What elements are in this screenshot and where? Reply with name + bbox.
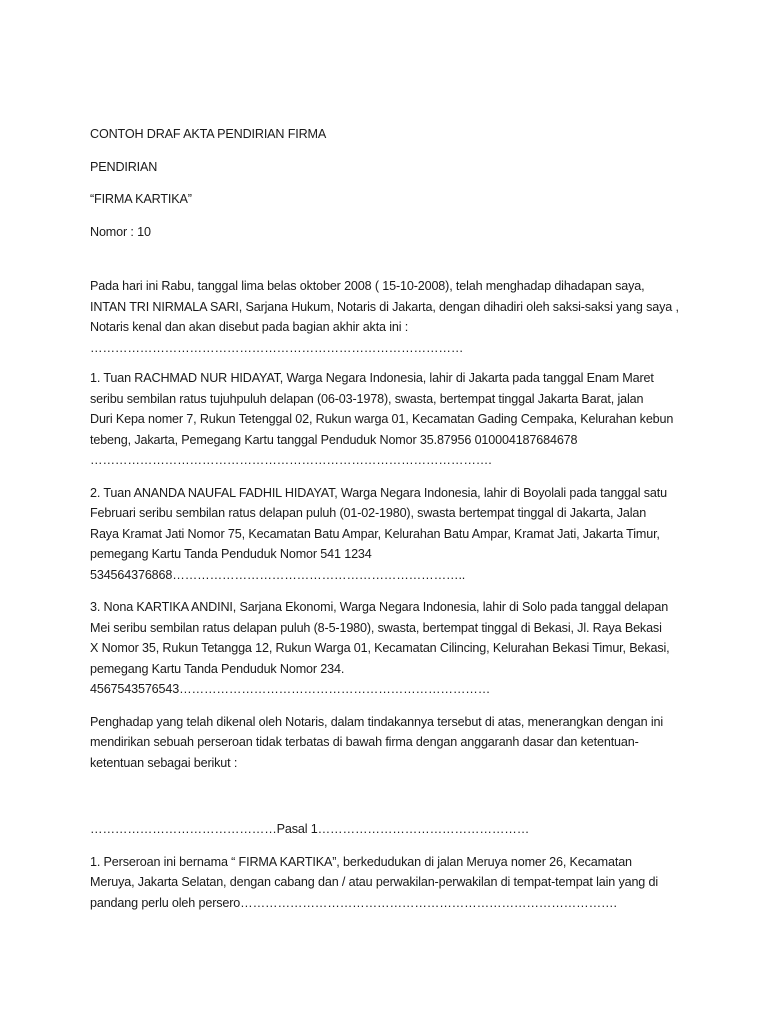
pasal-1-heading: ………………………………………Pasal 1…………………………………………… [90, 822, 530, 836]
statement-line: mendirikan sebuah perseroan tidak terbatas di bawah firma dengan anggaranh dasar dan ketentuan- [90, 735, 639, 749]
intro-line: Pada hari ini Rabu, tanggal lima belas oktober 2008 ( 15-10-2008), telah menghadap dihadapan saya, [90, 279, 645, 293]
statement-line: ketentuan sebagai berikut : [90, 755, 238, 770]
party-3-paragraph [90, 597, 690, 700]
party-1-line: tebeng, Jakarta, Pemegang Kartu tanggal Penduduk Nomor 35.87956 010004187684678 [90, 432, 578, 447]
statement-line: Penghadap yang telah dikenal oleh Notaris, dalam tindakannya tersebut di atas, menerangkan dengan ini [90, 714, 663, 729]
party-1-paragraph [90, 368, 690, 471]
intro-paragraph [90, 276, 690, 358]
pasal-1-line: Meruya, Jakarta Selatan, dengan cabang dan / atau perwakilan-perwakilan di tempat-tempat lain yang di [90, 875, 659, 889]
pasal-1-line: pandang perlu oleh persero………………………………………………………………………………. [90, 895, 617, 910]
party-1-line: 1. Tuan RACHMAD NUR HIDAYAT, Warga Negara Indonesia, lahir di Jakarta pada tanggal Enam Maret [90, 371, 654, 385]
party-3-line: X Nomor 35, Rukun Tetangga 12, Rukun Warga 01, Kecamatan Cilincing, Kelurahan Bekasi Timur, Bekasi, [90, 641, 670, 655]
intro-dotted-line: ……………………………………………………………………………… [90, 340, 464, 355]
party-3-line: pemegang Kartu Tanda Penduduk Nomor 234. [90, 661, 345, 676]
statement-paragraph [90, 712, 690, 774]
document-subtitle: PENDIRIAN [90, 159, 158, 174]
party-3-line: Mei seribu sembilan ratus delapan puluh (8-5-1980), swasta, bertempat tinggal di Bekasi, Jl. Raya Bekasi [90, 620, 662, 635]
pasal-1-paragraph [90, 852, 690, 914]
party-2-line: pemegang Kartu Tanda Penduduk Nomor 541 1234 [90, 547, 372, 561]
intro-line: Notaris kenal dan akan disebut pada bagian akhir akta ini : [90, 320, 409, 334]
party-2-line: Februari seribu sembilan ratus delapan puluh (01-02-1980), swasta bertempat tinggal di Jakarta, Jalan [90, 506, 647, 520]
party-1-line: Duri Kepa nomer 7, Rukun Tetenggal 02, Rukun warga 01, Kecamatan Gading Cempaka, Kelurahan kebun [90, 412, 674, 426]
firm-name: “FIRMA KARTIKA” [90, 192, 192, 206]
intro-line: INTAN TRI NIRMALA SARI, Sarjana Hukum, Notaris di Jakarta, dengan dihadiri oleh saksi-saksi yang saya , [90, 299, 679, 314]
deed-number: Nomor : 10 [90, 224, 151, 239]
document-body [90, 124, 690, 925]
party-3-id-line: 4567543576543………………………………………………………………… [90, 682, 491, 696]
party-1-dotted-line: ……………………………………………………………………………………. [90, 453, 492, 467]
party-3-line: 3. Nona KARTIKA ANDINI, Sarjana Ekonomi, Warga Negara Indonesia, lahir di Solo pada tanggal delapan [90, 600, 669, 614]
party-2-paragraph [90, 483, 690, 586]
party-2-line: 2. Tuan ANANDA NAUFAL FADHIL HIDAYAT, Warga Negara Indonesia, lahir di Boyolali pada tanggal satu [90, 485, 667, 500]
party-2-line: Raya Kramat Jati Nomor 75, Kecamatan Batu Ampar, Kelurahan Batu Ampar, Kramat Jati, Jakarta Timur, [90, 526, 660, 541]
pasal-1-line: 1. Perseroan ini bernama “ FIRMA KARTIKA”, berkedudukan di jalan Meruya nomer 26, Kecamatan [90, 854, 632, 869]
party-2-id-line: 534564376868…………………………………………………………….. [90, 567, 466, 582]
document-title: CONTOH DRAF AKTA PENDIRIAN FIRMA [90, 127, 327, 141]
party-1-line: seribu sembilan ratus tujuhpuluh delapan (06-03-1978), swasta, bertempat tinggal Jakarta Barat, jalan [90, 391, 644, 406]
